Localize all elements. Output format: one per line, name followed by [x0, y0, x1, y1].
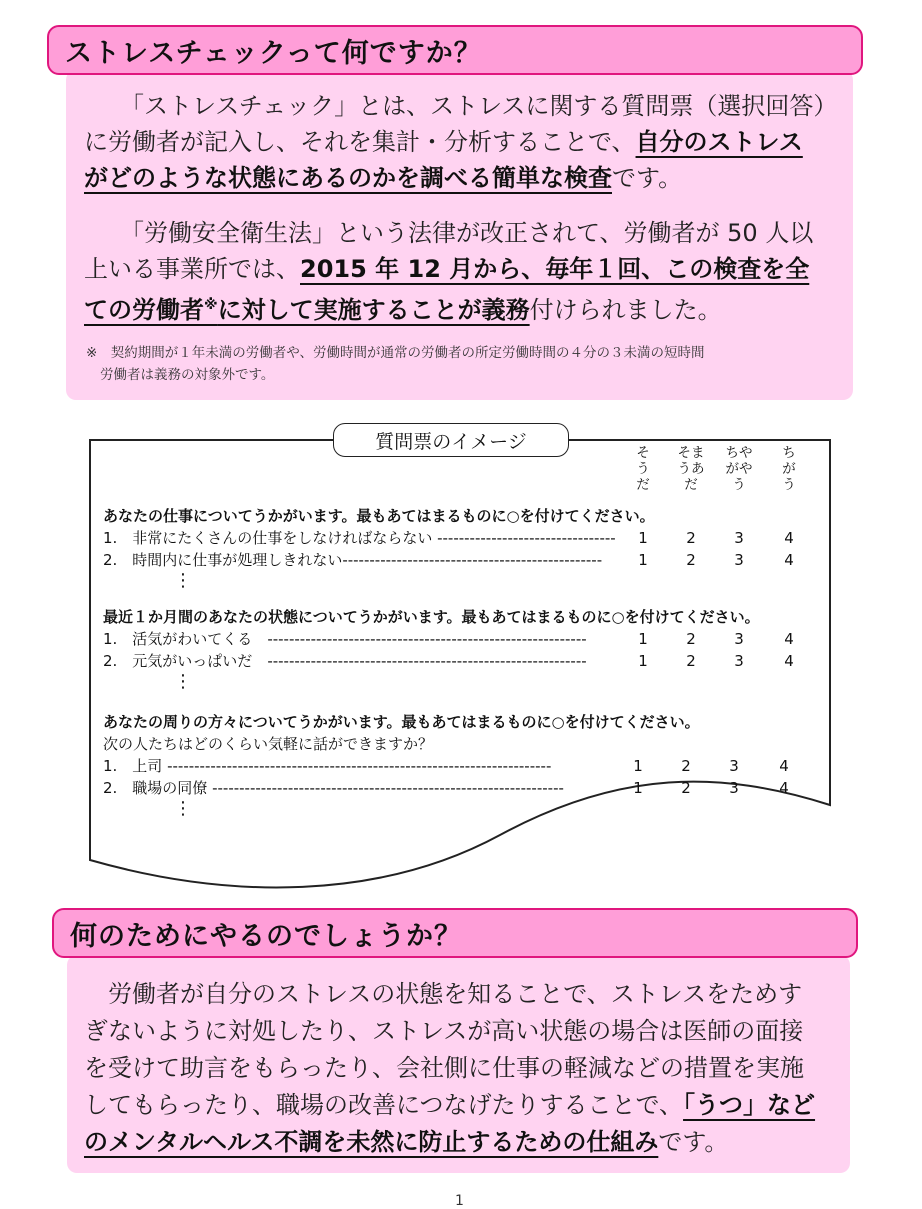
score-option[interactable]: 3 [734, 529, 744, 547]
score-option[interactable]: 4 [784, 630, 794, 648]
question-group-subheading: 次の人たちはどのくらい気軽に話ができますか？ [103, 735, 434, 753]
column-head-line: う [636, 461, 650, 477]
footnote-line1: ※ 契約期間が１年未満の労働者や、労働時間が通常の労働者の所定労働時間の４分の３未満の短時間 [86, 345, 705, 361]
column-head-line: だ [636, 477, 650, 493]
score-option[interactable]: 2 [686, 630, 696, 648]
score-option[interactable]: 3 [734, 652, 744, 670]
column-head-line: そ [636, 445, 650, 461]
score-option[interactable]: 1 [638, 652, 648, 670]
column-head-line: が [782, 461, 796, 477]
p2-line3-emphasis: ての労働者※に対して実施することが義務 [84, 296, 530, 324]
continuation-ellipsis: ⋮ [174, 570, 192, 591]
score-option[interactable]: 3 [734, 551, 744, 569]
continuation-ellipsis: ⋮ [174, 671, 192, 692]
p1-line3-emphasis: がどのような状態にあるのかを調べる簡単な検査 [84, 164, 612, 192]
question-item: 1. 上司 ----------------------------------------------------------------------- [103, 757, 552, 775]
score-option[interactable]: 1 [638, 529, 648, 547]
score-option[interactable]: 2 [686, 551, 696, 569]
column-head-line: う [782, 477, 796, 493]
s2-line4a: してもらったり、職場の改善につなげたりすることで、 [84, 1091, 684, 1119]
score-option[interactable]: 4 [784, 652, 794, 670]
question-group-heading: 最近１か月間のあなたの状態についてうかがいます。最もあてはまるものに○を付けてください。 [103, 608, 760, 626]
score-option[interactable]: 3 [734, 630, 744, 648]
section2-title: 何のためにやるのでしょうか？ [70, 920, 462, 952]
page-number: 1 [455, 1193, 464, 1209]
column-head-line: ちや [725, 445, 753, 461]
s2-line4-emphasis: 「うつ」など [683, 1091, 816, 1119]
score-option[interactable]: 2 [681, 757, 691, 775]
score-option[interactable]: 2 [686, 652, 696, 670]
score-option[interactable]: 4 [779, 757, 789, 775]
continuation-ellipsis: ⋮ [174, 798, 192, 819]
p2-line2-emphasis: 2015 年 12 月から、毎年１回、この検査を全 [300, 255, 810, 283]
column-head-line: ち [782, 445, 796, 461]
p2-line2a: 上いる事業所では、 [84, 255, 300, 283]
column-head-line: がや [725, 461, 753, 477]
column-head [635, 445, 651, 493]
s2-line1: 労働者が自分のストレスの状態を知ることで、ストレスをためす [108, 980, 803, 1008]
p1-line2a: に労働者が記入し、それを集計・分析することで、 [84, 128, 636, 156]
score-option[interactable]: 3 [729, 779, 739, 797]
score-option[interactable]: 1 [638, 630, 648, 648]
column-head-line: だ [684, 477, 698, 493]
question-item: 1. 活気がわいてくる ----------------------------------------------------------- [103, 630, 587, 648]
score-option[interactable]: 2 [681, 779, 691, 797]
s2-line3: を受けて助言をもらったり、会社側に仕事の軽減などの措置を実施 [84, 1054, 804, 1082]
score-option[interactable]: 1 [633, 757, 643, 775]
question-item: 2. 元気がいっぱいだ ----------------------------------------------------------- [103, 652, 587, 670]
column-head-line: うあ [677, 461, 705, 477]
p2-line3c: 付けられました。 [529, 296, 722, 324]
p1-line2-emphasis: 自分のストレス [635, 128, 803, 156]
score-option[interactable]: 1 [638, 551, 648, 569]
s2-line5b: です。 [658, 1128, 729, 1156]
column-head [781, 445, 797, 493]
question-group-heading: あなたの仕事についてうかがいます。最もあてはまるものに○を付けてください。 [103, 507, 655, 525]
p1-line1: 「ストレスチェック」とは、ストレスに関する質問票（選択回答） [120, 92, 838, 120]
p2-line1: 「労働安全衛生法」という法律が改正されて、労働者が 50 人以 [120, 219, 814, 247]
section2-paragraph [84, 976, 815, 1161]
p1-line3b: です。 [612, 164, 683, 192]
question-item: 1. 非常にたくさんの仕事をしなければならない --------------------------------- [103, 529, 616, 547]
question-item: 2. 時間内に仕事が処理しきれない------------------------------------------------ [103, 551, 603, 569]
column-head-line: そま [677, 445, 705, 461]
column-head [675, 445, 707, 493]
score-option[interactable]: 2 [686, 529, 696, 547]
note-mark: ※ [204, 297, 218, 313]
section2-header [52, 908, 858, 958]
score-option[interactable]: 1 [633, 779, 643, 797]
score-option[interactable]: 4 [784, 529, 794, 547]
column-head [723, 445, 755, 493]
score-option[interactable]: 4 [784, 551, 794, 569]
s2-line5-emphasis: のメンタルヘルス不調を未然に防止するための仕組み [84, 1128, 659, 1156]
footnote-line2: 労働者は義務の対象外です。 [100, 367, 275, 383]
questionnaire-tab-label: 質問票のイメージ [333, 423, 569, 457]
score-option[interactable]: 4 [779, 779, 789, 797]
s2-line2: ぎないように対処したり、ストレスが高い状態の場合は医師の面接 [84, 1017, 804, 1045]
column-head-line: う [732, 477, 746, 493]
question-item: 2. 職場の同僚 ----------------------------------------------------------------- [103, 779, 564, 797]
section1-title: ストレスチェックって何ですか？ [65, 37, 482, 69]
score-option[interactable]: 3 [729, 757, 739, 775]
question-group-heading: あなたの周りの方々についてうかがいます。最もあてはまるものに○を付けてください。 [103, 713, 700, 731]
